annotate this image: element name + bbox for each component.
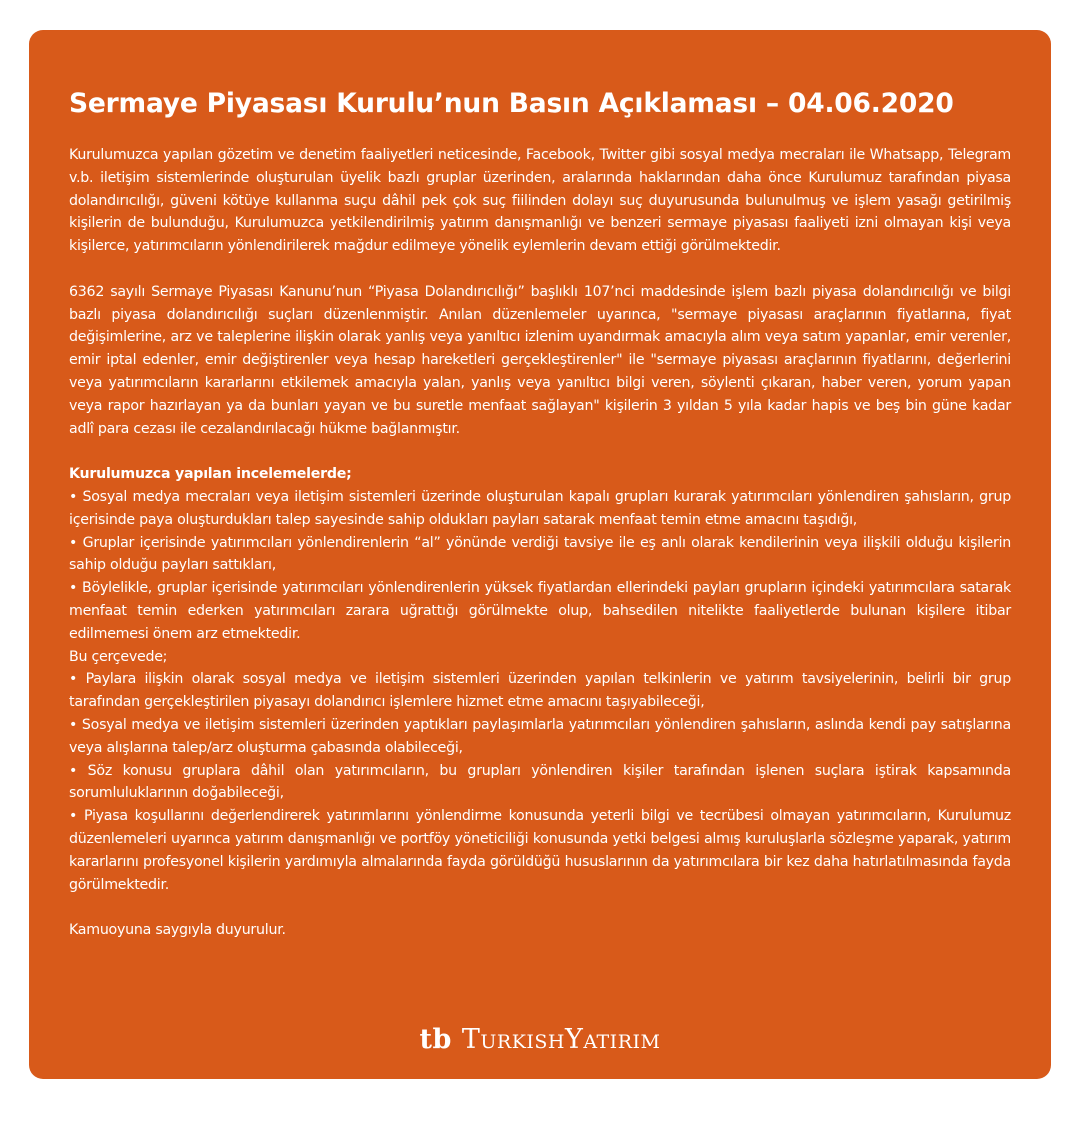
closing-statement: Kamuoyuna saygıyla duyurulur. [69, 922, 286, 939]
framework-intro: Bu çerçevede; [69, 648, 168, 665]
press-release-body [69, 144, 1011, 942]
finding-item: • Böylelikle, gruplar içerisinde yatırımcıları yönlendirenlerin yüksek fiyatlardan ellerindeki payları grupların içindeki yatırımcılara satarak menfaat temin ederken yatırımcıları zarara uğrattığı görülmekte olup, bahsedilen nitelikte faaliyetlerde bulunan kişilere itibar edilmemesi önem arz etmektedir. [69, 580, 1011, 642]
page-title: Sermaye Piyasası Kurulu’nun Basın Açıklaması – 04.06.2020 [69, 88, 954, 119]
press-release-card [29, 30, 1051, 1079]
turkish-yatirim-logo [29, 1022, 1051, 1058]
findings-heading: Kurulumuzca yapılan incelemelerde; [69, 466, 352, 483]
paragraph-law: 6362 sayılı Sermaye Piyasası Kanunu’nun “Piyasa Dolandırıcılığı” başlıklı 107’nci maddesinde işlem bazlı piyasa dolandırıcılığı ve bilgi bazlı piyasa dolandırıcılığı suçları düzenlenmiştir. Anılan düzenlemeler uyarınca, "sermaye piyasası araçlarının fiyatlarına, fiyat değişimlerine, arz ve taleplerine ilişkin olarak yanlış veya yanıltıcı izlenim uyandırmak amacıyla alım veya satım yapanlar, emir verenler, emir iptal edenler, emir değiştirenler veya hesap hareketleri gerçekleştirenler" ile "sermaye piyasası araçlarının fiyatlarını, değerlerini veya yatırımcıların kararlarını etkilemek amacıyla yalan, yanlış veya yanıltıcı bilgi veren, söylenti çıkaran, haber veren, yorum yapan veya rapor hazırlayan ya da bunları yayan ve bu suretle menfaat sağlayan" kişilerin 3 yıldan 5 yıla kadar hapis ve beş bin güne kadar adlî para cezası ile cezalandırılacağı hükme bağlanmıştır. [69, 283, 1011, 437]
paragraph-gap [69, 896, 1011, 919]
framework-item: • Paylara ilişkin olarak sosyal medya ve iletişim sistemleri üzerinden yapılan telkinlerin ve yatırım tavsiyelerinin, belirli bir grup tarafından gerçekleştirilen piyasayı dolandırıcı işlemlere hizmet etme amacını taşıyabileceği, [69, 671, 1011, 711]
framework-item: • Söz konusu gruplara dâhil olan yatırımcıların, bu grupları yönlendiren kişiler tarafından işlenen suçlara iştirak kapsamında sorumluluklarının doğabileceği, [69, 762, 1011, 802]
framework-item: • Sosyal medya ve iletişim sistemleri üzerinden yaptıkları paylaşımlarla yatırımcıları yönlendiren şahısların, aslında kendi pay satışlarına veya alışlarına talep/arz oluşturma çabasında olabileceği, [69, 716, 1011, 756]
paragraph-gap [69, 258, 1011, 281]
finding-item: • Gruplar içerisinde yatırımcıları yönlendirenlerin “al” yönünde verdiği tavsiye ile eş anlı olarak kendilerinin veya ilişkili olduğu kişilerin sahip olduğu payları sattıkları, [69, 534, 1011, 574]
tb-logo-mark-icon: tb [419, 1024, 452, 1055]
finding-item: • Sosyal medya mecraları veya iletişim sistemleri üzerinde oluşturulan kapalı grupları kurarak yatırımcıları yönlendiren şahısların, grup içerisinde paya oluşturdukları talep sayesinde sahip oldukları payları satarak menfaat temin etme amacını taşıdığı, [69, 488, 1011, 528]
logo-wordmark: TurkishYatırım [461, 1024, 661, 1055]
paragraph-intro: Kurulumuzca yapılan gözetim ve denetim faaliyetleri neticesinde, Facebook, Twitter gibi sosyal medya mecraları ile Whatsapp, Telegram v.b. iletişim sistemlerinde oluşturulan üyelik bazlı gruplar üzerinden, aralarında haklarından daha önce Kurulumuz tarafından piyasa dolandırıcılığı, güveni kötüye kullanma suçu dâhil pek çok suç fiilinden dolayı suç duyurusunda bulunulmuş ve işlem yasağı getirilmiş kişilerin de bulunduğu, Kurulumuzca yetkilendirilmiş yatırım danışmanlığı ve benzeri sermaye piyasası faaliyeti izni olmayan kişi veya kişilerce, yatırımcıların yönlendirilerek mağdur edilmeye yönelik eylemlerin devam ettiği görülmektedir. [69, 147, 1011, 255]
paragraph-gap [69, 440, 1011, 463]
framework-item: • Piyasa koşullarını değerlendirerek yatırımlarını yönlendirme konusunda yeterli bilgi ve tecrübesi olmayan yatırımcıların, Kurulumuz düzenlemeleri uyarınca yatırım danışmanlığı ve portföy yöneticiliği konusunda yetki belgesi almış kuruluşlarla sözleşme yaparak, yatırım kararlarını profesyonel kişilerin yardımıyla almalarında fayda görüldüğü hususlarının da yatırımcılara bir kez daha hatırlatılmasında fayda görülmektedir. [69, 808, 1011, 893]
